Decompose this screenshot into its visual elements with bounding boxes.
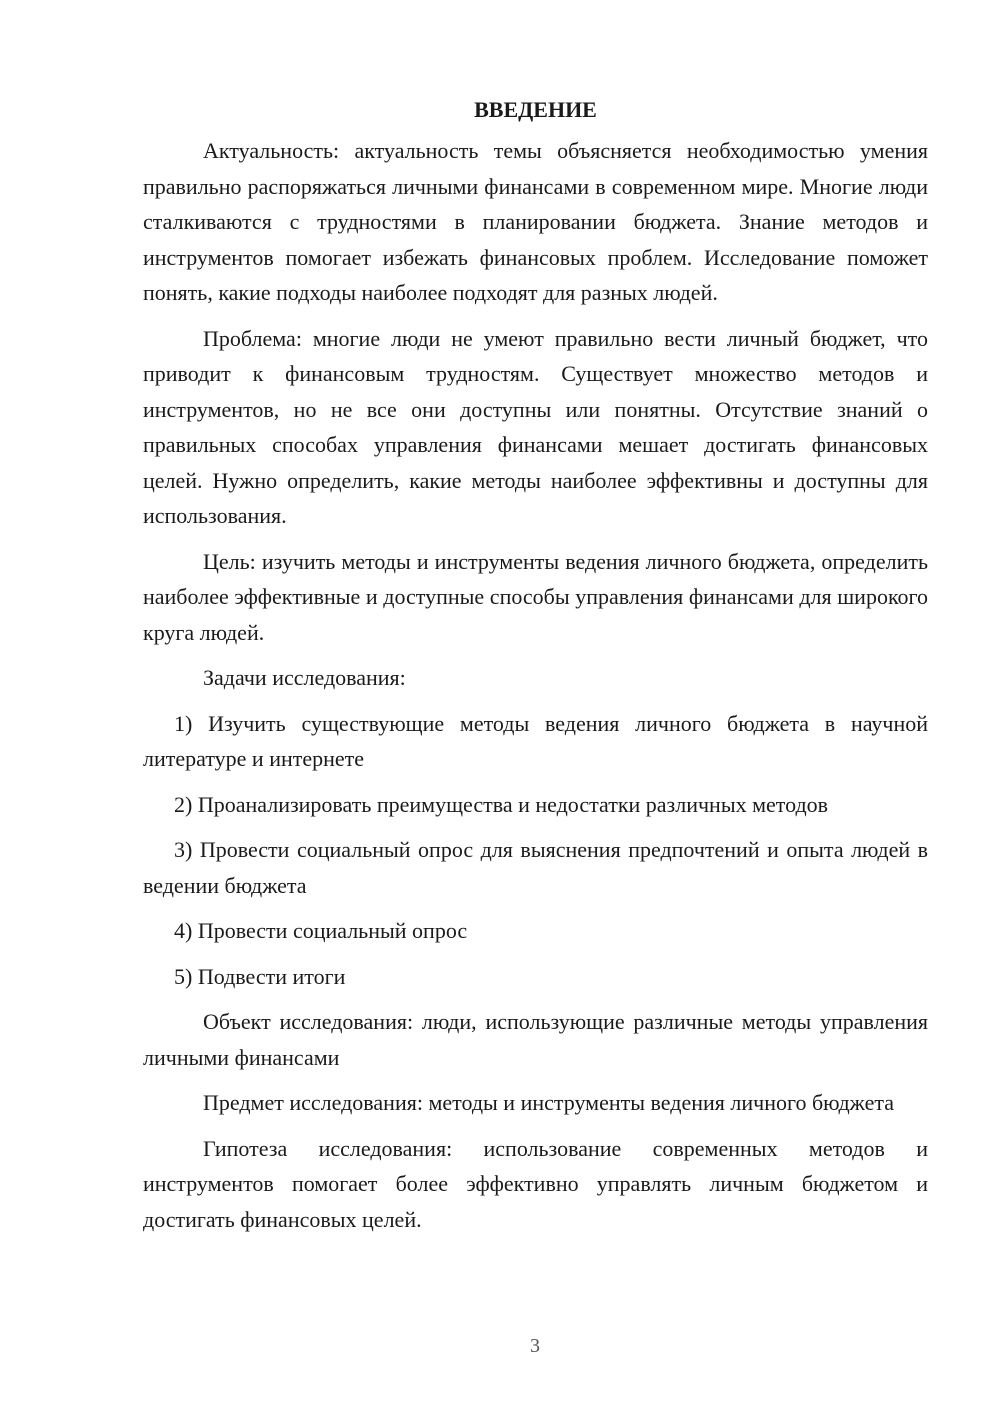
- object-paragraph: Объект исследования: люди, использующие различные методы управления личными финансами: [143, 1009, 928, 1070]
- goal-paragraph: Цель: изучить методы и инструменты ведения личного бюджета, определить наиболее эффективные и доступные способы управления финансами для широкого круга людей.: [143, 548, 928, 645]
- task-item: 4) Провести социальный опрос: [174, 918, 468, 943]
- problem-paragraph: Проблема: многие люди не умеют правильно вести личный бюджет, что приводит к финансовым трудностям. Существует множество методов и инструментов, но не все они доступны или понятны. Отсутствие знаний о правильных способах управления финансами мешает достигать финансовых целей. Нужно определить, какие методы наиболее эффективны и доступны для использования.: [143, 325, 928, 528]
- task-item: 2) Проанализировать преимущества и недостатки различных методов: [174, 791, 829, 817]
- page-number: 3: [530, 1335, 540, 1357]
- task-item: 3) Провести социальный опрос для выяснения предпочтений и опыта людей в ведении бюджета: [143, 837, 928, 898]
- hypothesis-paragraph: Гипотеза исследования: использование современных методов и инструментов помогает более эффективно управлять личным бюджетом и достигать финансовых целей.: [143, 1135, 928, 1232]
- task-item: 5) Подвести итоги: [174, 963, 346, 989]
- relevance-paragraph: Актуальность: актуальность темы объясняется необходимостью умения правильно распоряжаться личными финансами в современном мире. Многие люди сталкиваются с трудностями в планировании бюджета. Знание методов и инструментов помогает избежать финансовых проблем. Исследование поможет понять, какие подходы наиболее подходят для разных людей.: [143, 138, 928, 305]
- subject-paragraph: Предмет исследования: методы и инструменты ведения личного бюджета: [203, 1090, 894, 1115]
- document-page: [143, 92, 928, 1247]
- tasks-heading: Задачи исследования:: [203, 665, 406, 690]
- task-item: 1) Изучить существующие методы ведения личного бюджета в научной литературе и интернете: [143, 710, 928, 771]
- section-title: ВВЕДЕНИЕ: [474, 97, 597, 122]
